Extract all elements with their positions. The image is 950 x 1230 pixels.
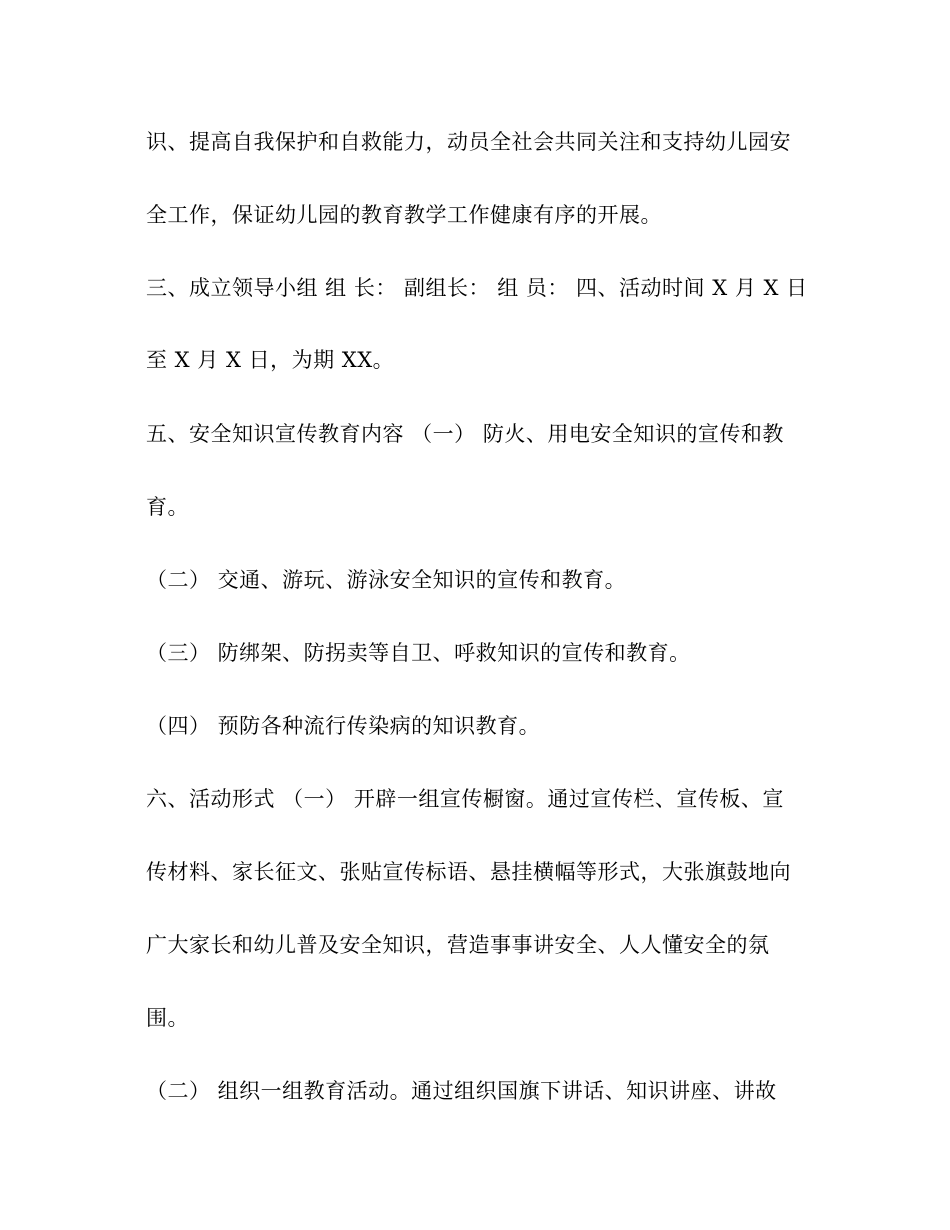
text-line: 识、提高自我保护和自救能力，动员全社会共同关注和支持幼儿园安 (146, 130, 791, 154)
text-line: 至 X 月 X 日，为期 XX。 (146, 348, 395, 372)
text-line: 围。 (146, 1006, 189, 1030)
text-line: 全工作，保证幼儿园的教育教学工作健康有序的开展。 (146, 203, 662, 227)
text-line: （二） 交通、游玩、游泳安全知识的宣传和教育。 (146, 568, 627, 592)
text-line: 五、安全知识宣传教育内容 （一） 防火、用电安全知识的宣传和教 (146, 422, 784, 446)
text-line: （四） 预防各种流行传染病的知识教育。 (146, 714, 541, 738)
text-line: 三、成立领导小组 组 长： 副组长： 组 员： 四、活动时间 X 月 X 日 (146, 276, 808, 300)
text-line: 传材料、家长征文、张贴宣传标语、悬挂横幅等形式，大张旗鼓地向 (146, 860, 791, 884)
text-line: （三） 防绑架、防拐卖等自卫、呼救知识的宣传和教育。 (146, 641, 691, 665)
text-line: 育。 (146, 495, 189, 519)
text-line: 广大家长和幼儿普及安全知识，营造事事讲安全、人人懂安全的氛 (146, 933, 770, 957)
text-line: 六、活动形式 （一） 开辟一组宣传橱窗。通过宣传栏、宣传板、宣 (146, 787, 784, 811)
text-line: （二） 组织一组教育活动。通过组织国旗下讲话、知识讲座、讲故 (146, 1079, 777, 1103)
